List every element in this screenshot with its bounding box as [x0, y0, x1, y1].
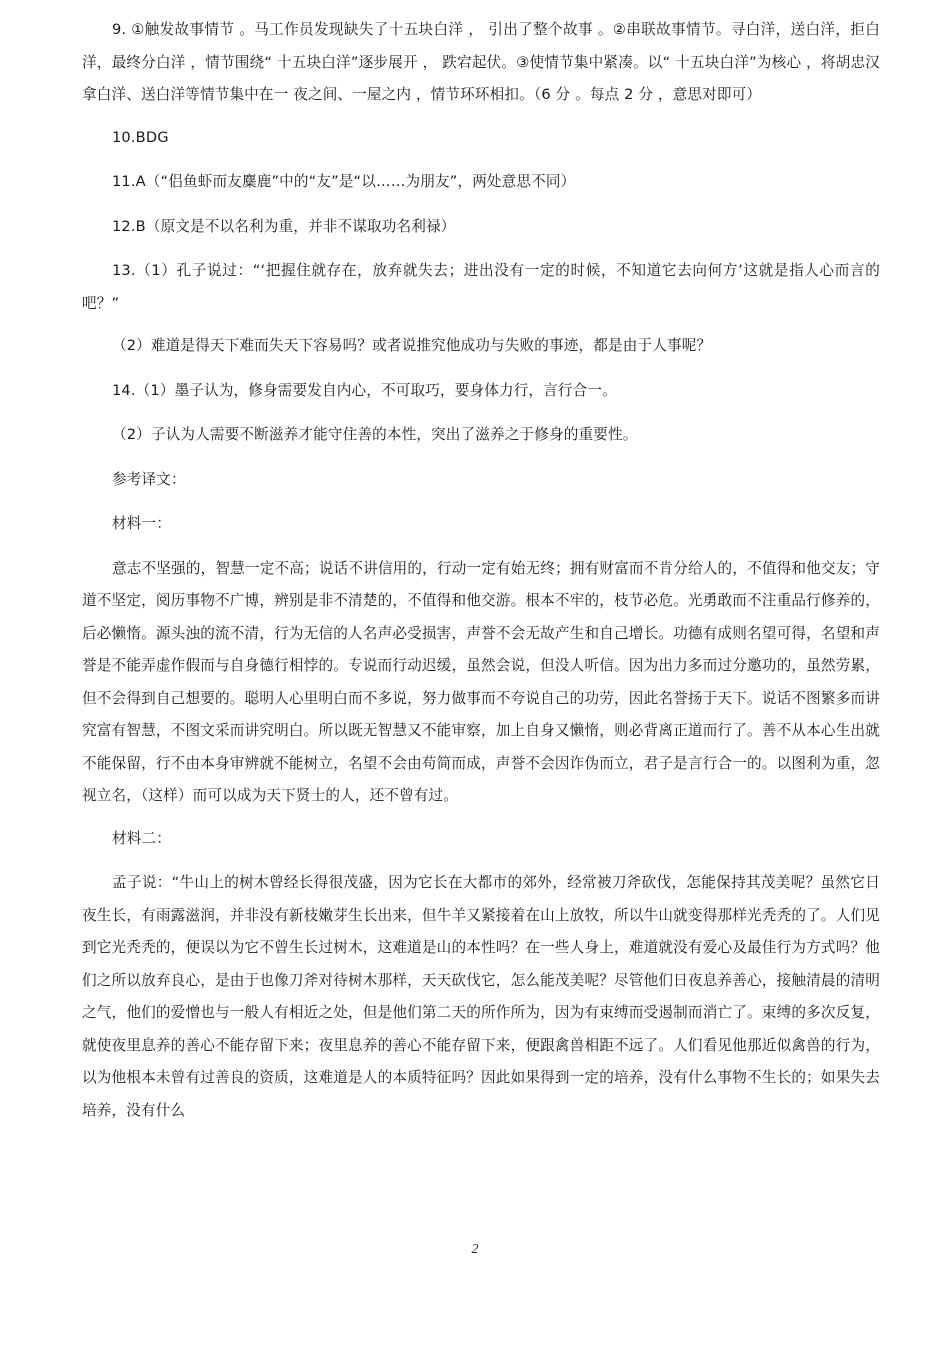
answer-9: 9. ①触发故事情节 。马工作员发现缺失了十五块白洋 ， 引出了整个故事 。②串联故事情节。寻白洋，送白洋，拒白洋，最终分白洋 ，情节围绕“ 十五块白洋”逐步展开 ， 跌宕起伏。③使情节集中紧凑。以“ 十五块白洋”为核心 ，将胡忠汉拿白洋、送白洋等情节集中在一 夜之间、一屋之内 ，情节环环相扣。（6 分 。每点 2 分 ，意思对即可）	[82, 21, 880, 103]
answer-14-part-2: （2）子认为人需要不断滋养才能守住善的本性，突出了滋养之于修身的重要性。	[112, 426, 638, 443]
answer-13-part-1: 13.（1）孔子说过：“‘把握住就存在，放弃就失去；进出没有一定的时候，不知道它去向何方’这就是指人心而言的吧？”	[82, 262, 880, 312]
translation-heading: 参考译文：	[112, 470, 186, 488]
answer-14-part-1: 14.（1）墨子认为，修身需要发自内心，不可取巧，要身体力行，言行合一。	[112, 381, 617, 399]
answer-11: 11.A（“侣鱼虾而友麋鹿”中的“友”是“以……为朋友”，两处意思不同）	[112, 173, 576, 190]
material-1-translation: 意志不坚强的，智慧一定不高；说话不讲信用的，行动一定有始无终；拥有财富而不肯分给人的，不值得和他交友；守道不坚定，阅历事物不广博，辨别是非不清楚的，不值得和他交游。根本不牢的，枝节必危。光勇敢而不注重品行修养的，后必懒惰。源头浊的流不清，行为无信的人名声必受损害，声誉不会无故产生和自己增长。功德有成则名望可得，名望和声誉是不能弄虚作假而与自身德行相悖的。专说而行动迟缓，虽然会说，但没人听信。因为出力多而过分邀功的，虽然劳累，但不会得到自己想要的。聪明人心里明白而不多说，努力做事而不夸说自己的功劳，因此名誉扬于天下。说话不图繁多而讲究富有智慧，不图文采而讲究明白。所以既无智慧又不能审察，加上自身又懒惰，则必背离正道而行了。善不从本心生出就不能保留，行不由本身审辨就不能树立，名望不会由苟简而成，声誉不会因诈伪而立，君子是言行合一的。以图利为重，忽视立名，（这样）而可以成为天下贤士的人，还不曾有过。	[82, 559, 880, 804]
material-1-heading: 材料一：	[112, 515, 171, 532]
answer-12: 12.B（原文是不以名利为重，并非不谋取功名利禄）	[112, 217, 456, 235]
answer-13-part-2: （2）难道是得天下难而失天下容易吗？或者说推究他成功与失败的事迹，都是由于人事呢？	[112, 337, 712, 354]
page-number: 2	[471, 1242, 479, 1257]
material-2-heading: 材料二：	[112, 829, 171, 847]
answer-10: 10.BDG	[112, 128, 169, 146]
material-2-translation: 孟子说：“牛山上的树木曾经长得很茂盛，因为它长在大都市的郊外，经常被刀斧砍伐，怎能保持其茂美呢？虽然它日夜生长，有雨露滋润，并非没有新枝嫩芽生长出来，但牛羊又紧接着在山上放牧，所以牛山就变得那样光秃秃的了。人们见到它光秃秃的，便误以为它不曾生长过树木，这难道是山的本性吗？在一些人身上，难道就没有爱心及最佳行为方式吗？他们之所以放弃良心，是由于也像刀斧对待树木那样，天天砍伐它，怎么能茂美呢？尽管他们日夜息养善心，接触清晨的清明之气，他们的爱憎也与一般人有相近之处，但是他们第二天的所作所为，因为有束缚而受遏制而消亡了。束缚的多次反复，就使夜里息养的善心不能存留下来；夜里息养的善心不能存留下来，便跟禽兽相距不远了。人们看见他那近似禽兽的行为，以为他根本未曾有过善良的资质，这难道是人的本质特征吗？因此如果得到一定的培养，没有什么事物不生长的；如果失去培养，没有什么	[82, 874, 880, 1119]
document-body	[82, 14, 880, 1137]
